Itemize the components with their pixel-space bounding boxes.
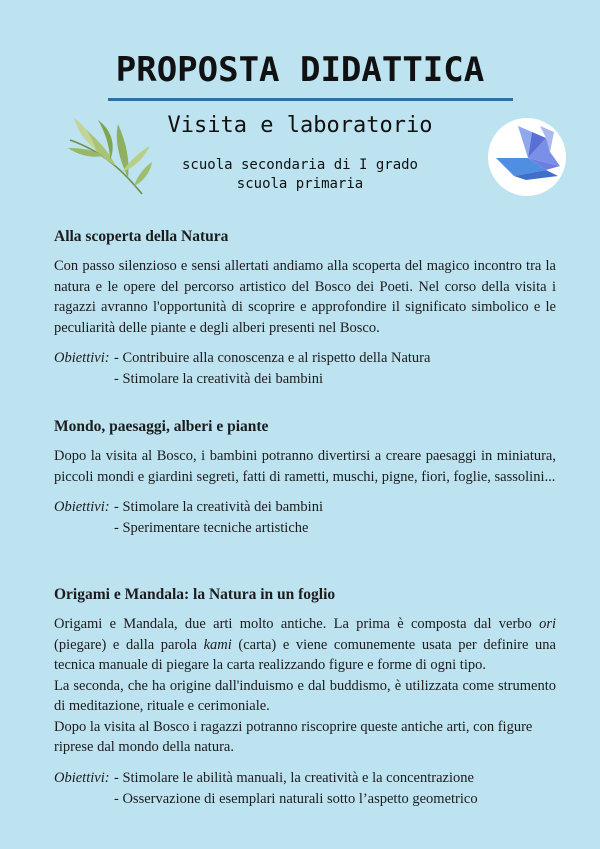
school-level-primary: scuola primaria (236, 176, 364, 192)
objective-item: - Stimolare la creatività dei bambini (114, 371, 323, 387)
objectives (54, 768, 556, 810)
page-subtitle: Visita e laboratorio (167, 113, 433, 138)
section-paragraph: Con passo silenzioso e sensi allertati andiamo alla scoperta del magico incontro tra la natura e le opere del percorso artistico del Bosco dei Poeti. Nel corso della visita i ragazzi avranno l'opportunità di scoprire e approfondire il significato simbolico e le peculiarità delle piante e degli alberi presenti nel Bosco. (54, 258, 556, 336)
section-mondo-paesaggi (54, 418, 556, 539)
objectives-label: Obiettivi: (54, 499, 110, 515)
origami-bird-badge (488, 118, 566, 196)
section-alla-scoperta (54, 228, 556, 390)
section-title: Mondo, paesaggi, alberi e piante (54, 418, 269, 435)
objectives-label: Obiettivi: (54, 350, 110, 366)
italic-term-ori: ori (539, 616, 556, 632)
objectives-label: Obiettivi: (54, 769, 110, 786)
page-title: PROPOSTA DIDATTICA (115, 50, 485, 90)
origami-bird-icon (488, 118, 566, 196)
header (0, 0, 600, 210)
objective-item: - Stimolare la creatività dei bambini (114, 499, 323, 515)
section-body (54, 256, 556, 338)
text-run: (piegare) e dalla parola (54, 636, 204, 653)
section-title: Origami e Mandala: la Natura in un foglio (54, 586, 336, 603)
section-title: Alla scoperta della Natura (54, 228, 229, 245)
objectives (54, 497, 556, 539)
section-origami-mandala (54, 586, 556, 810)
school-level-secondary: scuola secondaria di I grado (181, 157, 418, 173)
leaf-branch-icon (62, 112, 152, 202)
section-paragraph (54, 614, 556, 676)
section-paragraph: La seconda, che ha origine dall'induismo e dal buddismo, è utilizzata come strumento di meditazione, rituale e cerimoniale. (54, 677, 556, 714)
objective-item: - Osservazione di esemplari naturali sotto l’aspetto geometrico (114, 790, 478, 807)
objectives (54, 348, 556, 390)
italic-term-kami: kami (203, 636, 232, 653)
section-paragraph: Dopo la visita al Bosco, i bambini potranno divertirsi a creare paesaggi in miniatura, piccoli mondi e giardini segreti, fatti di rametti, muschi, pigne, fiori, foglie, sassolini... (54, 448, 556, 485)
objective-item: - Sperimentare tecniche artistiche (114, 520, 309, 536)
text-run: Origami e Mandala, due arti molto antiche. La prima è composta dal verbo (54, 616, 540, 632)
objective-item: - Stimolare le abilità manuali, la creatività e la concentrazione (114, 769, 474, 786)
section-paragraph: Dopo la visita al Bosco i ragazzi potranno riscoprire queste antiche arti, con figure riprese dal mondo della natura. (54, 718, 533, 755)
text-run: (carta) e viene comunemente usata per definire una tecnica manuale di piegare la carta realizzando figure e forme di ogni tipo. (54, 636, 556, 673)
section-body (54, 446, 556, 487)
objective-item: - Contribuire alla conoscenza e al rispetto della Natura (114, 350, 431, 366)
section-body (54, 614, 556, 758)
title-underline (108, 98, 513, 101)
